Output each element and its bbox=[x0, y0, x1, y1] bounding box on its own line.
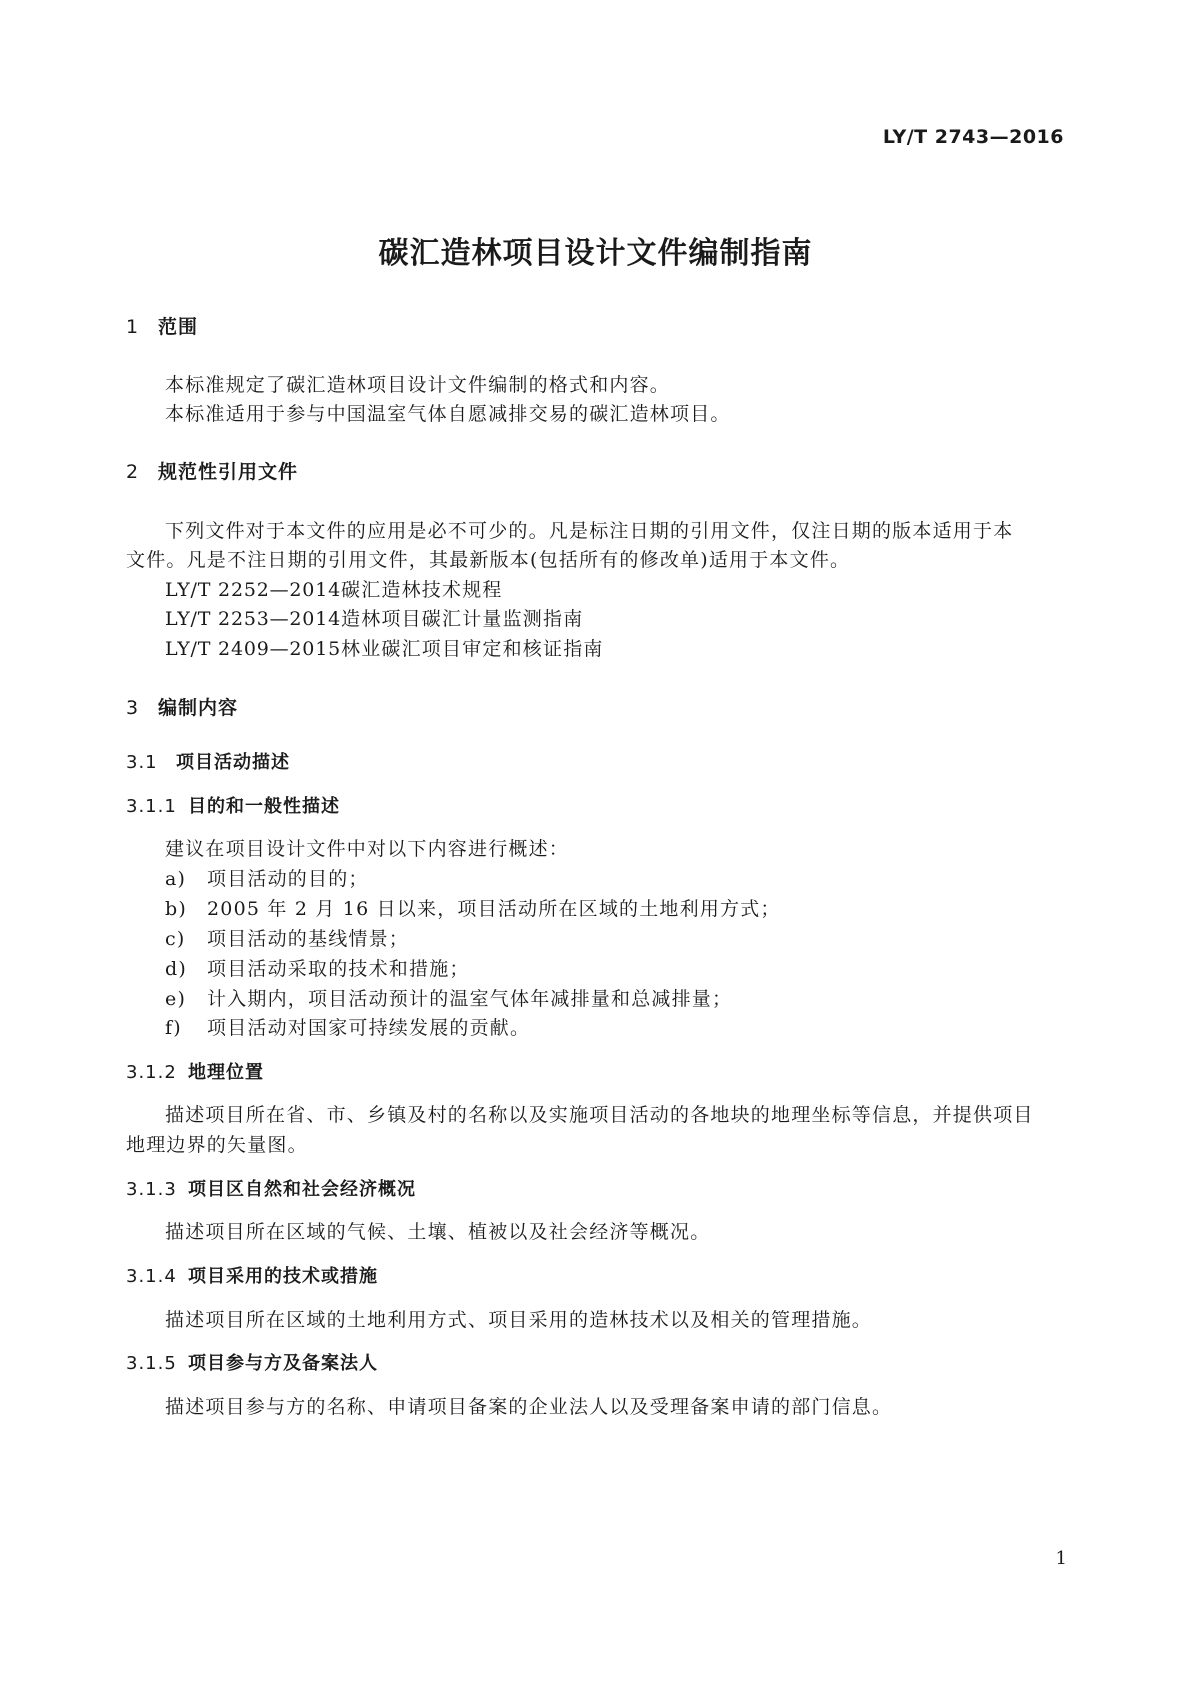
list-text: 2005 年 2 月 16 日以来，项目活动所在区域的土地利用方式； bbox=[207, 898, 781, 920]
section-title: 项目活动描述 bbox=[176, 752, 290, 773]
paragraph: 文件。凡是不注日期的引用文件，其最新版本(包括所有的修改单)适用于本文件。 bbox=[126, 549, 851, 571]
list-item bbox=[165, 954, 470, 981]
paragraph: 下列文件对于本文件的应用是必不可少的。凡是标注日期的引用文件，仅注日期的版本适用于本 bbox=[165, 520, 1014, 542]
reference-item bbox=[165, 575, 503, 602]
section-number: 3.1 bbox=[126, 752, 158, 773]
list-item bbox=[165, 924, 409, 951]
reference-item bbox=[165, 604, 583, 631]
section-title: 规范性引用文件 bbox=[158, 461, 299, 483]
list-text: 项目活动采取的技术和措施； bbox=[207, 958, 470, 980]
section-number: 3 bbox=[126, 697, 140, 719]
section-3-1-2-heading bbox=[126, 1058, 264, 1084]
list-text: 项目活动对国家可持续发展的贡献。 bbox=[207, 1017, 531, 1039]
section-number: 1 bbox=[126, 316, 140, 338]
section-3-1-3-heading bbox=[126, 1175, 416, 1201]
reference-item bbox=[165, 634, 604, 661]
section-title: 项目区自然和社会经济概况 bbox=[188, 1179, 416, 1200]
section-3-heading bbox=[126, 693, 238, 720]
section-number: 3.1.4 bbox=[126, 1266, 177, 1287]
paragraph: 本标准规定了碳汇造林项目设计文件编制的格式和内容。 bbox=[165, 374, 671, 396]
paragraph: 描述项目所在区域的气候、土壤、植被以及社会经济等概况。 bbox=[165, 1221, 711, 1243]
paragraph: 描述项目参与方的名称、申请项目备案的企业法人以及受理备案申请的部门信息。 bbox=[165, 1396, 893, 1418]
section-number: 2 bbox=[126, 461, 140, 483]
section-3-1-5-heading bbox=[126, 1349, 378, 1375]
paragraph: 建议在项目设计文件中对以下内容进行概述： bbox=[165, 838, 570, 860]
reference-code: LY/T 2409—2015 bbox=[165, 638, 341, 660]
section-title: 项目采用的技术或措施 bbox=[188, 1266, 378, 1287]
list-item bbox=[165, 984, 732, 1011]
reference-code: LY/T 2253—2014 bbox=[165, 608, 341, 630]
standard-code: LY/T 2743—2016 bbox=[882, 126, 1064, 148]
reference-title: 林业碳汇项目审定和核证指南 bbox=[341, 638, 604, 660]
list-text: 项目活动的基线情景； bbox=[207, 928, 410, 950]
list-marker: d) bbox=[165, 958, 187, 980]
section-1-heading bbox=[126, 312, 198, 339]
list-item bbox=[165, 1013, 530, 1040]
list-item bbox=[165, 864, 369, 891]
reference-code: LY/T 2252—2014 bbox=[165, 579, 341, 601]
list-marker: a) bbox=[165, 868, 187, 890]
document-title: 碳汇造林项目设计文件编制指南 bbox=[378, 236, 813, 271]
list-marker: f) bbox=[165, 1017, 182, 1039]
section-number: 3.1.3 bbox=[126, 1179, 177, 1200]
list-text: 计入期内，项目活动预计的温室气体年减排量和总减排量； bbox=[207, 988, 733, 1010]
section-2-heading bbox=[126, 457, 298, 484]
list-marker: c) bbox=[165, 928, 186, 950]
section-title: 项目参与方及备案法人 bbox=[188, 1353, 378, 1374]
section-title: 编制内容 bbox=[158, 697, 239, 719]
list-text: 项目活动的目的； bbox=[207, 868, 369, 890]
paragraph: 地理边界的矢量图。 bbox=[126, 1134, 308, 1156]
paragraph: 描述项目所在省、市、乡镇及村的名称以及实施项目活动的各地块的地理坐标等信息，并提供项目 bbox=[165, 1104, 1034, 1126]
paragraph: 本标准适用于参与中国温室气体自愿减排交易的碳汇造林项目。 bbox=[165, 403, 731, 425]
section-number: 3.1.1 bbox=[126, 796, 177, 817]
section-3-1-1-heading bbox=[126, 792, 340, 818]
section-number: 3.1.5 bbox=[126, 1353, 177, 1374]
page-number: 1 bbox=[1055, 1548, 1067, 1569]
reference-title: 碳汇造林技术规程 bbox=[341, 579, 503, 601]
list-item bbox=[165, 894, 781, 921]
reference-title: 造林项目碳汇计量监测指南 bbox=[341, 608, 584, 630]
section-title: 目的和一般性描述 bbox=[188, 796, 340, 817]
list-marker: b) bbox=[165, 898, 187, 920]
section-number: 3.1.2 bbox=[126, 1062, 177, 1083]
paragraph: 描述项目所在区域的土地利用方式、项目采用的造林技术以及相关的管理措施。 bbox=[165, 1309, 873, 1331]
section-title: 地理位置 bbox=[188, 1062, 264, 1083]
list-marker: e) bbox=[165, 988, 187, 1010]
section-3-1-4-heading bbox=[126, 1262, 378, 1288]
section-3-1-heading bbox=[126, 748, 290, 774]
section-title: 范围 bbox=[158, 316, 199, 338]
